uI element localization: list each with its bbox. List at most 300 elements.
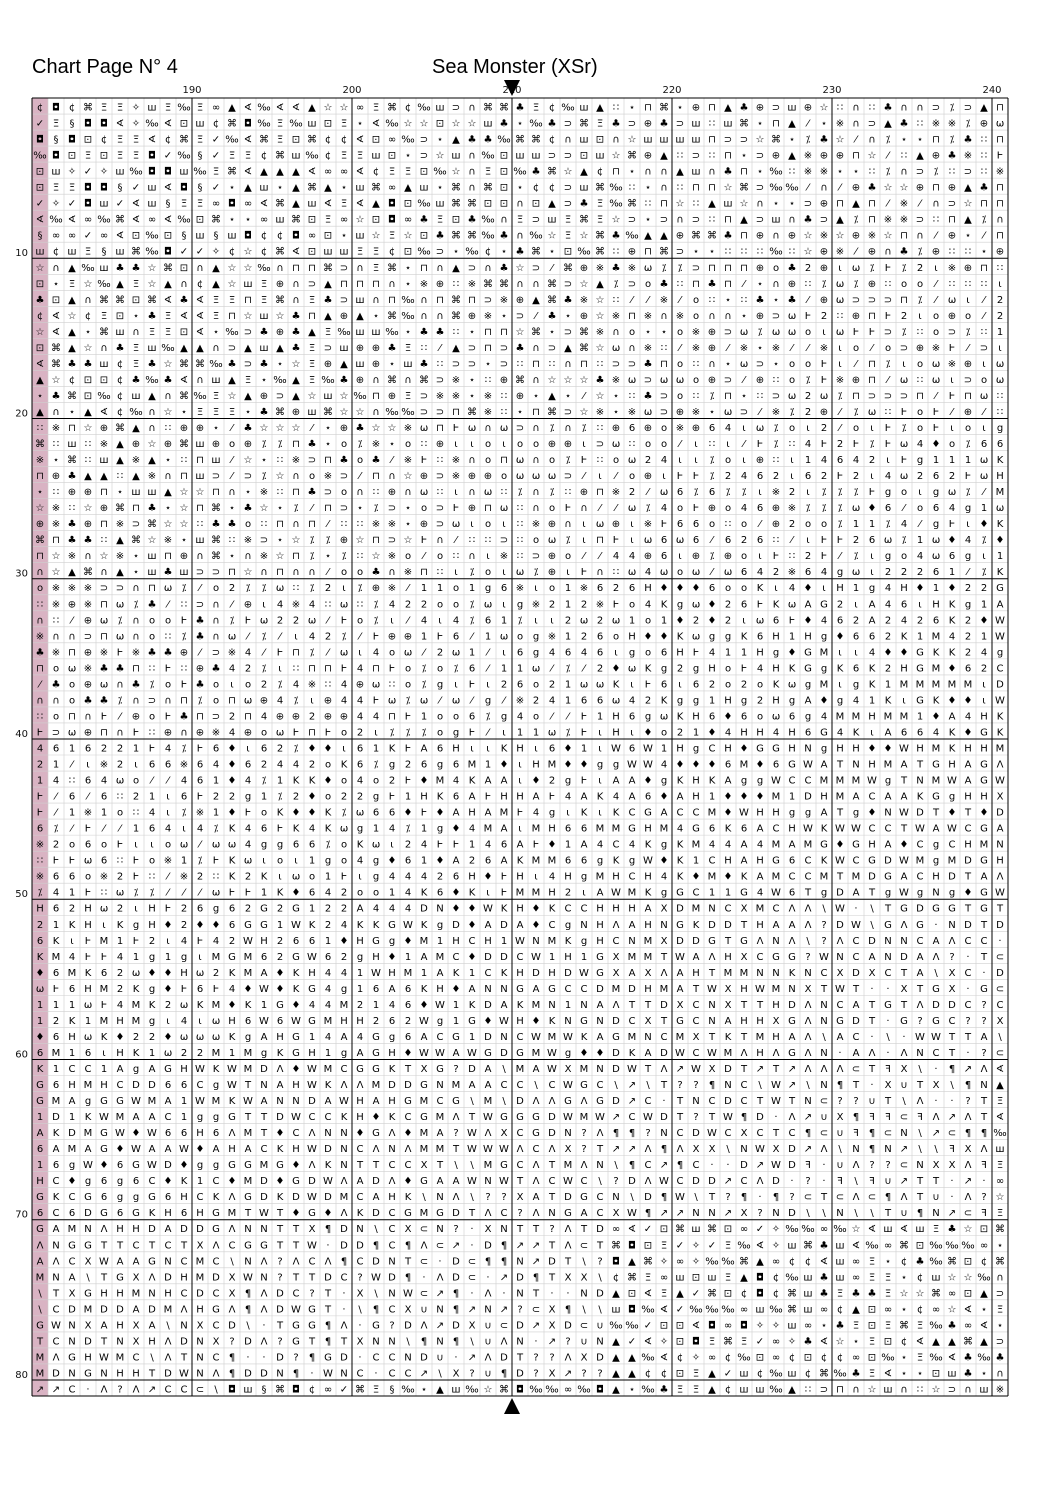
stitch-symbol: 2 xyxy=(133,1032,139,1043)
stitch-symbol: 4 xyxy=(453,776,459,787)
stitch-symbol: A xyxy=(421,743,428,754)
stitch-symbol: H xyxy=(644,824,652,835)
stitch-symbol: ¢ xyxy=(69,103,75,114)
stitch-symbol: ¶ xyxy=(773,1192,779,1203)
stitch-symbol: ↗ xyxy=(148,1384,156,1395)
stitch-symbol: g xyxy=(661,888,667,899)
stitch-symbol: N xyxy=(804,968,811,979)
stitch-symbol: g xyxy=(565,1048,571,1059)
stitch-symbol: C xyxy=(645,1096,652,1107)
stitch-symbol: 6 xyxy=(917,727,923,738)
stitch-symbol: ⁄ xyxy=(69,824,75,835)
stitch-symbol: G xyxy=(100,1128,108,1139)
stitch-symbol: ♣ xyxy=(724,231,733,242)
stitch-symbol: K xyxy=(725,824,732,835)
stitch-symbol: ⌘ xyxy=(531,135,541,146)
stitch-symbol: ▲ xyxy=(308,103,316,114)
stitch-symbol: ⊓ xyxy=(292,487,300,498)
stitch-symbol: g xyxy=(501,711,507,722)
stitch-symbol: A xyxy=(853,792,860,803)
stitch-symbol: Ⱶ xyxy=(277,647,284,658)
stitch-symbol: ◘ xyxy=(164,167,172,178)
stitch-symbol: ⊓ xyxy=(948,215,956,226)
stitch-symbol: W xyxy=(995,615,1005,626)
stitch-symbol: ♦ xyxy=(500,760,509,771)
stitch-symbol: W xyxy=(579,968,589,979)
stitch-symbol: g xyxy=(341,1048,347,1059)
stitch-symbol: ∷ xyxy=(277,487,283,498)
stitch-symbol: ω xyxy=(724,567,732,578)
stitch-symbol: ◘ xyxy=(740,1320,748,1331)
stitch-symbol: C xyxy=(949,1016,956,1027)
stitch-symbol: ∪ xyxy=(932,1192,939,1203)
stitch-symbol: 2 xyxy=(277,936,283,947)
stitch-symbol: ⊃ xyxy=(452,103,460,114)
stitch-symbol: ⌘ xyxy=(275,1384,285,1395)
stitch-symbol: Ⱶ xyxy=(693,471,700,482)
stitch-symbol: ∩ xyxy=(644,167,651,178)
stitch-symbol: ⁒ xyxy=(310,583,315,594)
stitch-symbol: W xyxy=(115,1128,125,1139)
stitch-symbol: 1 xyxy=(565,631,571,642)
stitch-symbol: X xyxy=(565,1144,572,1155)
stitch-symbol: ι xyxy=(902,695,906,706)
stitch-symbol: H xyxy=(340,1016,348,1027)
stitch-symbol: ⁄ xyxy=(805,343,811,354)
stitch-symbol: A xyxy=(69,1272,76,1283)
stitch-symbol: ‰ xyxy=(945,1240,958,1251)
stitch-symbol: 2 xyxy=(757,695,763,706)
stitch-symbol: ∷ xyxy=(517,551,523,562)
stitch-symbol: ∪ xyxy=(820,1112,827,1123)
stitch-symbol: ш xyxy=(643,135,652,146)
stitch-symbol: C xyxy=(709,856,716,867)
stitch-symbol: ☆ xyxy=(596,311,605,322)
stitch-symbol: ∩ xyxy=(420,295,427,306)
stitch-symbol: ? xyxy=(805,1176,810,1187)
stitch-symbol: K xyxy=(789,663,796,674)
stitch-symbol: D xyxy=(916,904,924,915)
stitch-symbol: ♣ xyxy=(900,247,909,258)
stitch-symbol: Ξ xyxy=(229,295,235,306)
stitch-symbol: ⊃ xyxy=(276,391,284,402)
stitch-symbol: D xyxy=(852,1016,860,1027)
stitch-symbol: ♣ xyxy=(180,295,189,306)
stitch-symbol: ⋆ xyxy=(69,407,75,418)
stitch-symbol: ∪ xyxy=(420,1304,427,1315)
stitch-symbol: ∢ xyxy=(276,103,284,114)
stitch-symbol: ♦ xyxy=(404,1048,413,1059)
stitch-symbol: ш xyxy=(323,247,332,258)
stitch-symbol: H xyxy=(756,856,764,867)
stitch-symbol: 6 xyxy=(741,599,747,610)
stitch-symbol: 4 xyxy=(853,695,859,706)
stitch-symbol: 6 xyxy=(853,631,859,642)
stitch-symbol: ⋆ xyxy=(709,407,715,418)
stitch-symbol: ∞ xyxy=(884,1240,892,1251)
stitch-symbol: ♦ xyxy=(580,1048,589,1059)
stitch-symbol: · xyxy=(870,1032,873,1043)
stitch-symbol: ι xyxy=(502,567,506,578)
stitch-symbol: 2 xyxy=(725,471,731,482)
stitch-symbol: G xyxy=(884,1000,892,1011)
stitch-symbol: W xyxy=(771,1160,781,1171)
stitch-symbol: 2 xyxy=(469,856,475,867)
stitch-symbol: 6 xyxy=(757,535,763,546)
stitch-symbol: ω xyxy=(772,711,780,722)
stitch-symbol: M xyxy=(836,711,845,722)
stitch-symbol: ¢ xyxy=(645,1368,651,1379)
stitch-symbol: 4 xyxy=(629,840,635,851)
stitch-symbol: ∩ xyxy=(292,279,299,290)
stitch-symbol: N xyxy=(740,1144,747,1155)
stitch-symbol: ¶ xyxy=(293,1368,299,1379)
stitch-symbol: ♦ xyxy=(372,1112,381,1123)
stitch-symbol: ☆ xyxy=(164,407,173,418)
stitch-symbol: C xyxy=(629,808,636,819)
stitch-symbol: ⁒ xyxy=(134,599,139,610)
stitch-symbol: \ xyxy=(374,1224,378,1235)
stitch-symbol: ι xyxy=(358,647,362,658)
stitch-symbol: H xyxy=(196,1128,204,1139)
stitch-symbol: 4 xyxy=(373,904,379,915)
stitch-symbol: ⊃ xyxy=(964,167,972,178)
stitch-symbol: ∩ xyxy=(532,375,539,386)
stitch-symbol: A xyxy=(869,952,876,963)
stitch-symbol: ι xyxy=(902,359,906,370)
stitch-symbol: ⁄ xyxy=(981,295,987,306)
stitch-symbol: g xyxy=(885,888,891,899)
stitch-symbol: ∢ xyxy=(260,199,268,210)
stitch-symbol: ш xyxy=(307,119,316,130)
stitch-symbol: o xyxy=(405,679,411,690)
stitch-symbol: W xyxy=(483,1144,493,1155)
stitch-symbol: ♦ xyxy=(100,1160,109,1171)
stitch-symbol: G xyxy=(148,1192,156,1203)
stitch-symbol: ι xyxy=(918,311,922,322)
stitch-symbol: Ξ xyxy=(517,215,523,226)
stitch-symbol: Ⱶ xyxy=(533,840,540,851)
stitch-symbol: ↗ xyxy=(468,1352,476,1363)
page-label: Chart Page N° 4 xyxy=(32,56,178,79)
stitch-symbol: · xyxy=(982,968,985,979)
stitch-symbol: K xyxy=(53,1192,60,1203)
stitch-symbol: g xyxy=(597,856,603,867)
stitch-symbol: ⁄ xyxy=(981,487,987,498)
stitch-symbol: ⌘ xyxy=(211,551,221,562)
stitch-symbol: A xyxy=(805,695,812,706)
stitch-symbol: ω xyxy=(532,471,540,482)
stitch-symbol: ⁄ xyxy=(981,231,987,242)
stitch-symbol: ↗ xyxy=(804,1112,812,1123)
stitch-symbol: 4 xyxy=(181,1016,187,1027)
stitch-symbol: 6 xyxy=(805,727,811,738)
stitch-symbol: ∩ xyxy=(132,327,139,338)
stitch-symbol: ‰ xyxy=(961,1240,974,1251)
stitch-symbol: 2 xyxy=(997,295,1003,306)
stitch-symbol: 6 xyxy=(85,840,91,851)
stitch-symbol: H xyxy=(228,1016,236,1027)
stitch-symbol: N xyxy=(180,1320,187,1331)
stitch-symbol: ⊕ xyxy=(548,567,556,578)
stitch-symbol: ⌘ xyxy=(579,327,589,338)
stitch-symbol: ∩ xyxy=(372,375,379,386)
stitch-symbol: ⊃ xyxy=(212,567,220,578)
stitch-symbol: ♣ xyxy=(996,1352,1005,1363)
stitch-symbol: ∷ xyxy=(837,311,843,322)
stitch-symbol: 2 xyxy=(405,840,411,851)
stitch-symbol: ⁄ xyxy=(197,840,203,851)
stitch-symbol: ※ xyxy=(900,215,908,226)
stitch-symbol: G xyxy=(980,984,988,995)
stitch-symbol: ※ xyxy=(52,599,60,610)
stitch-symbol: ‰ xyxy=(417,103,430,114)
stitch-symbol: ♦ xyxy=(932,711,941,722)
stitch-symbol: 6 xyxy=(85,1048,91,1059)
stitch-symbol: Ʌ xyxy=(421,1240,428,1251)
stitch-symbol: A xyxy=(645,1048,652,1059)
stitch-symbol: H xyxy=(692,776,700,787)
stitch-symbol: D xyxy=(836,888,844,899)
stitch-symbol: ω xyxy=(660,375,668,386)
stitch-symbol: ↗ xyxy=(948,1208,956,1219)
stitch-symbol: M xyxy=(852,711,861,722)
stitch-symbol: ♣ xyxy=(36,295,45,306)
stitch-symbol: \ xyxy=(502,1096,506,1107)
stitch-symbol: ‰ xyxy=(401,311,414,322)
stitch-symbol: 2 xyxy=(181,920,187,931)
stitch-symbol: X xyxy=(549,1320,556,1331)
stitch-symbol: ⊃ xyxy=(468,359,476,370)
stitch-symbol: M xyxy=(996,487,1005,498)
stitch-symbol: ⁒ xyxy=(966,487,971,498)
stitch-symbol: H xyxy=(756,647,764,658)
stitch-symbol: ∷ xyxy=(693,391,699,402)
stitch-symbol: M xyxy=(980,840,989,851)
stitch-symbol: ∷ xyxy=(501,391,507,402)
stitch-symbol: 1 xyxy=(117,936,123,947)
stitch-symbol: ⊓ xyxy=(868,215,876,226)
stitch-symbol: ⁄ xyxy=(853,247,859,258)
stitch-symbol: ι xyxy=(102,1048,106,1059)
stitch-symbol: Ⱶ xyxy=(117,647,124,658)
stitch-symbol: Ⱶ xyxy=(469,727,476,738)
stitch-symbol: N xyxy=(324,1128,331,1139)
stitch-symbol: ∩ xyxy=(660,183,667,194)
stitch-symbol: ⁄ xyxy=(325,615,331,626)
stitch-symbol: A xyxy=(165,1096,172,1107)
stitch-symbol: ∢ xyxy=(356,199,364,210)
stitch-symbol: W xyxy=(691,1064,701,1075)
stitch-symbol: ω xyxy=(356,808,364,819)
stitch-symbol: C xyxy=(85,1064,92,1075)
stitch-symbol: ι xyxy=(166,808,170,819)
stitch-symbol: ♣ xyxy=(308,439,317,450)
stitch-symbol: ¢ xyxy=(549,103,555,114)
stitch-symbol: ♣ xyxy=(196,679,205,690)
stitch-symbol: o xyxy=(437,551,443,562)
stitch-symbol: ∩ xyxy=(996,1368,1003,1379)
stitch-symbol: ⁄ xyxy=(645,487,651,498)
stitch-symbol: T xyxy=(868,1064,876,1075)
stitch-symbol: G xyxy=(68,1352,76,1363)
stitch-symbol: 2 xyxy=(341,952,347,963)
stitch-symbol: ∩ xyxy=(148,407,155,418)
stitch-symbol: M xyxy=(532,856,541,867)
stitch-symbol: ⊓ xyxy=(996,231,1004,242)
stitch-symbol: ∢ xyxy=(372,119,380,130)
stitch-symbol: ∷ xyxy=(789,551,795,562)
stitch-symbol: ⁄ xyxy=(837,551,843,562)
stitch-symbol: ♦ xyxy=(948,583,957,594)
stitch-symbol: M xyxy=(612,824,621,835)
stitch-symbol: T xyxy=(884,1208,892,1219)
stitch-symbol: 4 xyxy=(213,936,219,947)
stitch-symbol: G xyxy=(308,1208,316,1219)
stitch-symbol: ⋆ xyxy=(981,1304,987,1315)
stitch-symbol: ⊃ xyxy=(868,119,876,130)
stitch-symbol: ш xyxy=(259,343,268,354)
stitch-symbol: ∷ xyxy=(149,727,155,738)
stitch-symbol: ▲ xyxy=(276,343,284,354)
stitch-symbol: A xyxy=(133,1112,140,1123)
stitch-symbol: Ξ xyxy=(725,1272,731,1283)
stitch-symbol: 2 xyxy=(709,679,715,690)
stitch-symbol: T xyxy=(836,872,844,883)
stitch-symbol: g xyxy=(629,647,635,658)
stitch-symbol: ∩ xyxy=(628,343,635,354)
stitch-symbol: ♦ xyxy=(708,727,717,738)
stitch-symbol: X xyxy=(357,1288,364,1299)
stitch-symbol: ∩ xyxy=(900,167,907,178)
stitch-symbol: ι xyxy=(470,439,474,450)
stitch-symbol: ⌘ xyxy=(739,119,749,130)
stitch-symbol: ω xyxy=(612,695,620,706)
stitch-symbol: C xyxy=(357,1256,364,1267)
stitch-symbol: K xyxy=(869,663,876,674)
stitch-symbol: 6 xyxy=(181,1128,187,1139)
stitch-symbol: ш xyxy=(579,183,588,194)
stitch-symbol: ꟻ xyxy=(885,1064,891,1075)
stitch-symbol: ♦ xyxy=(308,743,317,754)
stitch-symbol: 1 xyxy=(213,776,219,787)
stitch-symbol: W xyxy=(563,1080,573,1091)
stitch-symbol: M xyxy=(452,1080,461,1091)
stitch-symbol: ⊃ xyxy=(756,215,764,226)
stitch-symbol: H xyxy=(708,663,716,674)
stitch-symbol: W xyxy=(915,824,925,835)
stitch-symbol: ♣ xyxy=(516,103,525,114)
stitch-symbol: ∞ xyxy=(660,1272,668,1283)
stitch-symbol: H xyxy=(484,936,492,947)
stitch-symbol: 2 xyxy=(101,743,107,754)
stitch-symbol: H xyxy=(676,647,684,658)
stitch-symbol: K xyxy=(581,1032,588,1043)
stitch-symbol: ↗ xyxy=(804,1144,812,1155)
stitch-symbol: ♣ xyxy=(644,391,653,402)
stitch-symbol: ¢ xyxy=(485,247,491,258)
stitch-symbol: ꟻ xyxy=(981,1160,987,1171)
stitch-symbol: H xyxy=(260,936,268,947)
stitch-symbol: ⁒ xyxy=(566,663,571,674)
stitch-symbol: C xyxy=(213,1256,220,1267)
stitch-symbol: ι xyxy=(598,727,602,738)
stitch-symbol: ∩ xyxy=(564,359,571,370)
stitch-symbol: C xyxy=(725,1128,732,1139)
stitch-symbol: 6 xyxy=(53,968,59,979)
stitch-symbol: ∷ xyxy=(613,295,619,306)
stitch-symbol: 6 xyxy=(581,856,587,867)
stitch-symbol: ▲ xyxy=(276,167,284,178)
stitch-symbol: ⁄ xyxy=(709,535,715,546)
stitch-symbol: ¢ xyxy=(677,1352,683,1363)
stitch-symbol: D xyxy=(756,1112,764,1123)
stitch-symbol: M xyxy=(68,1224,77,1235)
stitch-symbol: M xyxy=(404,968,413,979)
stitch-symbol: ⋆ xyxy=(405,279,411,290)
stitch-symbol: o xyxy=(405,551,411,562)
stitch-symbol: 1 xyxy=(789,792,795,803)
stitch-symbol: ш xyxy=(595,151,604,162)
stitch-symbol: Ⱶ xyxy=(245,808,252,819)
stitch-symbol: 6 xyxy=(69,872,75,883)
stitch-symbol: Ξ xyxy=(565,231,571,242)
stitch-symbol: ⁒ xyxy=(294,695,299,706)
stitch-symbol: 6 xyxy=(165,1128,171,1139)
stitch-symbol: A xyxy=(597,1000,604,1011)
stitch-symbol: ※ xyxy=(292,599,300,610)
stitch-symbol: T xyxy=(708,1112,716,1123)
stitch-symbol: T xyxy=(116,1240,124,1251)
stitch-symbol: ‰ xyxy=(465,1384,478,1395)
stitch-symbol: g xyxy=(693,743,699,754)
stitch-symbol: N xyxy=(852,760,859,771)
stitch-symbol: ⊃ xyxy=(756,151,764,162)
stitch-symbol: ⊃ xyxy=(868,391,876,402)
stitch-symbol: 4 xyxy=(389,872,395,883)
stitch-symbol: ♣ xyxy=(292,343,301,354)
stitch-symbol: N xyxy=(260,1080,267,1091)
stitch-symbol: ω xyxy=(372,679,380,690)
stitch-symbol: ⁄ xyxy=(469,695,475,706)
stitch-symbol: ♣ xyxy=(868,183,877,194)
stitch-symbol: ∩ xyxy=(500,215,507,226)
stitch-symbol: ω xyxy=(516,567,524,578)
stitch-symbol: ∷ xyxy=(453,551,459,562)
stitch-symbol: ⊕ xyxy=(420,471,428,482)
stitch-symbol: Ʌ xyxy=(213,1240,220,1251)
stitch-symbol: 4 xyxy=(325,968,331,979)
stitch-symbol: ⊕ xyxy=(196,727,204,738)
stitch-symbol: 4 xyxy=(309,824,315,835)
stitch-symbol: ∩ xyxy=(36,695,43,706)
stitch-symbol: g xyxy=(437,760,443,771)
stitch-symbol: g xyxy=(85,1096,91,1107)
stitch-symbol: ∷ xyxy=(101,535,107,546)
stitch-symbol: ∞ xyxy=(388,183,396,194)
stitch-symbol: Ξ xyxy=(309,295,315,306)
stitch-symbol: § xyxy=(262,1384,267,1395)
stitch-symbol: Ʌ xyxy=(341,1320,348,1331)
stitch-symbol: ∢ xyxy=(292,103,300,114)
stitch-symbol: K xyxy=(389,743,396,754)
stitch-symbol: X xyxy=(837,1112,844,1123)
stitch-symbol: ♣ xyxy=(740,103,749,114)
stitch-symbol: T xyxy=(308,1272,316,1283)
stitch-symbol: ⊓ xyxy=(164,551,172,562)
stitch-symbol: D xyxy=(164,1368,172,1379)
stitch-symbol: ∢ xyxy=(164,183,172,194)
